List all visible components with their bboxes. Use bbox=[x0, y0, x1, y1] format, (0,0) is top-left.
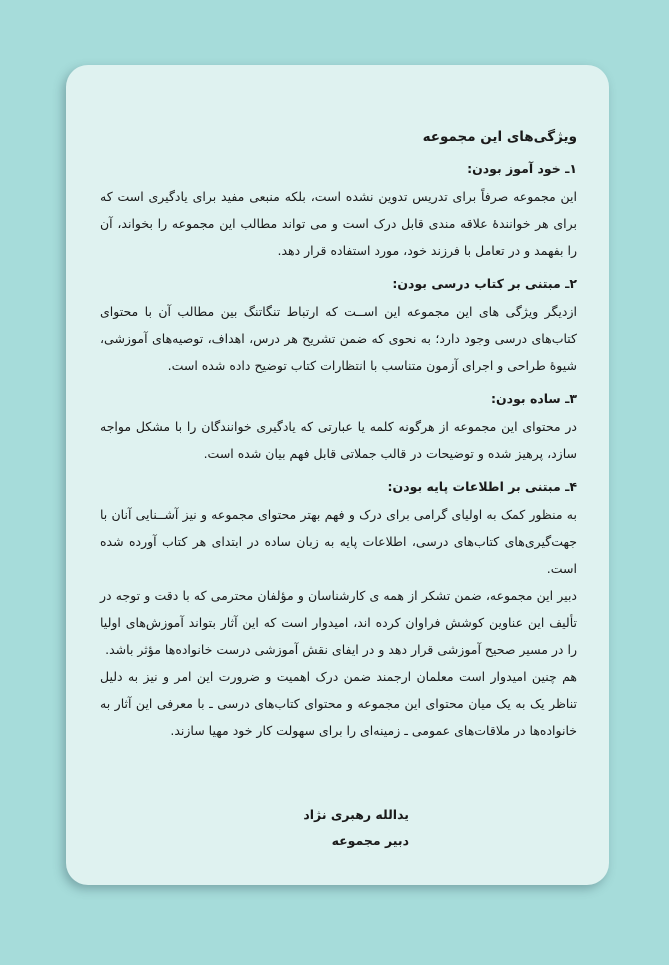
section-body: در محتوای این مجموعه از هرگونه کلمه یا عبارتی که یادگیری خوانندگان را با مشکل مواجه سازد، پرهیز شده و توضیحات در قالب جملاتی قابل فهم بیان شده است. bbox=[100, 419, 577, 461]
section-basic-info bbox=[100, 477, 577, 582]
section-body: این مجموعه صرفاً برای تدریس تدوین نشده است، بلکه منبعی مفید برای یادگیری است که برای هر خوانندهٔ علاقه مندی قابل درک است و می تواند مطالب این مجموعه را بخواند، آن را بفهمد و در تعامل با فرزند خود، مورد استفاده قرار دهد. bbox=[100, 189, 577, 258]
content-card bbox=[66, 65, 609, 885]
section-simplicity bbox=[100, 389, 577, 467]
section-body: به منظور کمک به اولیای گرامی برای درک و فهم بهتر محتوای مجموعه و نیز آشــنایی آنان با جهت‌گیری‌های کتاب‌های درسی، اطلاعات پایه به زبان ساده در ابتدای هر کتاب آورده شده است. bbox=[100, 507, 577, 576]
signature-role: دبیر مجموعه bbox=[331, 833, 409, 848]
section-heading: ۴ـ مبتنی بر اطلاعات پایه بودن: bbox=[387, 479, 577, 494]
section-heading: ۲ـ مبتنی بر کتاب درسی بودن: bbox=[392, 276, 577, 291]
section-self-study bbox=[100, 159, 577, 264]
section-textbook-based bbox=[100, 274, 577, 379]
section-body: ازدیگر ویژگی های این مجموعه این اســت که ارتباط تنگاتنگ بین مطالب آن با محتوای کتاب‌های درسی وجود دارد؛ به نحوی که ضمن تشریح هر درس، اهداف، توصیه‌های آموزشی، شیوهٔ طراحی و اجرای آزمون متناسب با انتظارات کتاب توضیح داده شده است. bbox=[100, 304, 577, 373]
closing-paragraph-teachers: هم چنین امیدوار است معلمان ارجمند ضمن درک اهمیت و ضرورت این امر و نیز به دلیل تناظر یک به یک میان محتوای این مجموعه و محتوای کتاب‌های درسی ـ با معرفی این آثار به خانواده‌ها در ملاقات‌های عمومی ـ زمینه‌ای را برای سهولت کار خود مهیا سازند. bbox=[100, 669, 577, 738]
signature-block bbox=[100, 802, 409, 854]
page-title: ویژگی‌های این مجموعه bbox=[422, 129, 577, 145]
page-content bbox=[100, 127, 577, 854]
section-heading: ۳ـ ساده بودن: bbox=[490, 391, 577, 406]
closing-paragraph-thanks: دبیر این مجموعه، ضمن تشکر از همه ی کارشناسان و مؤلفان محترمی که با دقت و توجه در تألیف این عناوین کوشش فراوان کرده اند، امیدوار است که این آثار بتواند آموزش‌های اولیا را در مسیر صحیح آموزشی قرار دهد و در ایفای نقش آموزشی درست خانواده‌ها مؤثر باشد. bbox=[100, 588, 577, 657]
section-heading: ۱ـ خود آموز بودن: bbox=[467, 161, 577, 176]
signature-name: یدالله رهبری نژاد bbox=[303, 807, 409, 822]
